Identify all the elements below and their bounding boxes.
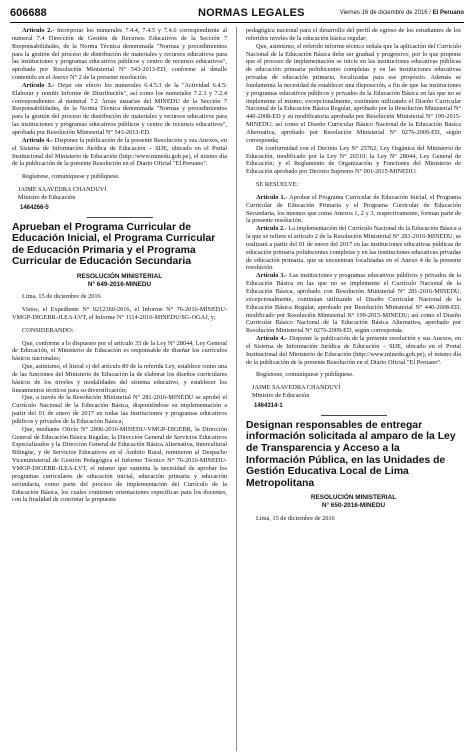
r-separator-rule [321,415,387,416]
article-3-lead: Artículo 3.- [22,81,55,89]
resolution-number: N° 649-2016-MINEDU [87,280,152,288]
article-3-text: Dejar sin efecto los numerales 6.4.5.3 de la "Actividad 6.4.5: Elaborar y remitir Informe de Distribución", así como los numerales 7.2.3 y 7.2.4 correspondientes al numeral 7.2 Áreas usuarias del MINEDU de la Sección 7 Responsabilidades, de la Norma Técnica denominada "Normas y procedimientos para la gestión del proceso de distribución de materiales y recursos educativos para las instituciones y programas educativos públicos y centro de recursos educativos", aprobada por Resolución Ministerial N° 543-2013-ED. [12,81,227,136]
r-article-2-text: La implementación del Currículo Nacional de la Educación Básica a la que se refiere el artículo 2 de la Resolución Ministerial N° 281-2016-MINEDU, se realizará a partir del 01 de enero del 2017 en las instituciones educativas públicas de educación primaria polidocentes completas y en las instituciones educativas privadas de educación primaria, que se encuentran focalizadas en el Anexo 4 de la presente resolución. [246,225,461,272]
header-date [340,8,464,18]
register-line: Regístrese, comuníquese y publíquese. [22,173,120,181]
r-article-2 [246,225,461,272]
r-article-4 [246,335,461,366]
publication-name: El Peruano [432,10,464,16]
r-article-4-lead: Artículo 4.- [256,335,288,343]
r-norm-title: Designan responsables de entregar información solicitada al amparo de la Ley de Transparencia y Acceso a la Información Pública, en las Unidades de Gestión Educativa Local de Lima Metropolitana [246,419,456,489]
r-signer-title: Ministro de Educación [252,392,310,400]
article-2-text: Incorporar los numerales 7.4.4, 7.4.5 y 7.4.6 correspondiente al numeral 7.4 Dirección de Gestión de Recursos Educativos de la Sección 7 Responsabilidades, de la Norma Técnica denominada "Normas y procedimientos para la gestión del proceso de distribución de materiales y recursos educativos para las instituciones y programas educativos públicos y centro de recursos educativos", aprobada por Resolución Ministerial N° 543-2013-ED, conforme al detalle contenido en el Anexo N° 2 de la presente resolución. [12,27,227,82]
r-signer-name: JAIME SAAVEDRA CHANDUVÍ [252,384,341,392]
continued-paragraph: pedagógica nacional para el desarrollo del perfil de egreso de los estudiantes de los referidos niveles de la educación básica regular; [246,27,461,42]
article-4-text: Disponer la publicación de la presente Resolución y sus Anexos, en el Sistema de Información Jurídica de Educación – SIJE, ubicado en el Portal Institucional del Ministerio de Educación (http://www.minedu.gob.pe), el mismo día de la publicación de la presente Resolución en el Diario Oficial "El Peruano". [12,136,227,168]
r-resolution-label: RESOLUCIÓN MINISTERIAL [310,494,397,502]
r-article-2-lead: Artículo 2.- [256,225,287,233]
legal-basis: De conformidad con el Decreto Ley N° 25762, Ley Orgánica del Ministerio de Educación, modificado por la Ley N° 26510; la Ley N° 28044, Ley General de Educación; y el Reglamento de Organización y Funciones del Ministerio de Educación aprobado por Decreto Supremo N° 001-2015-MINEDU; [246,144,461,176]
article-3 [12,82,227,137]
article-4 [12,137,227,168]
column-divider [236,27,237,751]
r-document-number: 1464314-1 [254,402,283,409]
left-column [12,27,227,751]
considerando-3: Que, a través de la Resolución Ministerial N° 281-2016-MINEDU se aprobó el Currículo Nacional de la Educación Básica, disponiéndose su implementación a partir del 01 de enero de 2017 en todas las instituciones y programas educativos públicos y privados de la Educación Básica; [12,394,227,425]
signer-name: JAIME SAAVEDRA CHANDUVÍ [18,186,107,194]
place-date: Lima, 15 de diciembre de 2016 [22,293,101,301]
considerando-4: Que, mediante Oficio N° 2896-2016-MINEDU-VMGP-DIGEBR, la Dirección General de Educación Básica Regular, la Dirección General de Servicios Educativos Especializados y la Dirección General de Educación Básica Alternativa, Intercultural Bilingüe, y de Servicios Educativos en el Ámbito Rural, remitieron al Despacho Viceministerial de Gestión Pedagógica el Informe Técnico N° 76-2016-MINEDU-VMGP-DIGEBR-JLEA-LVT, el mismo que sustenta la necesidad de aprobar los programas curriculares de educación inicial, educación primaria y educación secundaria, como parte del proceso de implementación del Currículo de la Educación Básica, los cuales contienen orientaciones específicas para los docentes, con la finalidad de concretar la propuesta [12,425,227,504]
r-article-3 [246,272,461,335]
article-2 [12,27,227,82]
r-article-1 [246,194,461,225]
considerando-2: Que, asimismo, el literal c) del artículo 80 de la referida Ley, establece como una de las funciones del Ministerio de Educación la de elaborar los diseños curriculares básicos de los niveles y modalidades del sistema educativo, y establecer los lineamientos técnicos para su diversificación; [12,363,227,394]
vistos: Vistos, el Expediente N° 0212360-2016, el Informe N° 76-2016-MINEDU-VMGP-DIGEBR-JLEA-LVT, el Informe N° 1114-2016-MINEDU/SG-OGAJ, y; [12,305,227,321]
considerando-5: Que, asimismo, el referido informe técnico señala que la aplicación del Currículo Nacional de la Educación Básica debe ser gradual y progresivo, por lo que propone que el proceso de implementación se inicie en las instituciones educativas públicas de educación primaria polidocentes completas y en las instituciones educativas privadas de educación primaria, focalizadas para ese propósito. Además se fundamenta la necesidad de establecer una disposición, a fin de que las instituciones y programas educativos públicos y privados de la Educación Básica en las que no se implemente el mismo, excepcionalmente, continúen utilizando el Diseño Curricular Nacional de la Educación Básica Regular, aprobado por la Resolución Ministerial N° 440-2008-ED y su modificatoria aprobada por Resolución Ministerial N° 199-2015-MINEDU; así como el Diseño Curricular Básico Nacional de la Educación Básica Alternativa, aprobado por Resolución Ministerial N° 0276-2009-ED, según corresponda; [246,42,461,144]
article-2-lead: Artículo 2.- [22,27,55,34]
date-text: Viernes 16 de diciembre de 2016 / [339,10,431,16]
page-number: 606688 [10,7,47,19]
r-article-3-text: Las instituciones y programas educativos públicos y privados de la Educación Básica en las que no se implemente el Currículo Nacional de la Educación Básica, aprobado con Resolución Ministerial N° 281-2016-MINEDU, excepcionalmente, continúan utilizando el Diseño Curricular Nacional de la Educación Básica Regular, aprobado por Resolución Ministerial N° 440-2008-ED, modificado por Resolución Ministerial N° 199-2015-MINEDU; así como el Diseño Curricular Básico Nacional de la Educación Básica Alternativa, aprobado por Resolución Ministerial N° 0276-2009-ED, según corresponda. [246,272,461,335]
r-article-1-lead: Artículo 1.- [256,193,288,201]
r-article-1-text: Aprobar el Programa Curricular de Educación Inicial, el Programa Curricular de Educación Primaria y el Programa Curricular de Educación Secundaria, los mismos que como Anexos 1, 2 y 3, respectivamente, forman parte de la presente resolución. [246,193,461,225]
section-title: NORMAS LEGALES [198,7,305,19]
norm-title: Aprueban el Programa Curricular de Educación Inicial, el Programa Curricular de Educación Primaria y el Programa Curricular de Educación Secundaria [12,221,216,268]
right-column [246,27,461,751]
r-register-line: Regístrese, comuníquese y publíquese. [256,371,354,379]
r-article-4-text: Disponer la publicación de la presente resolución y sus Anexos, en el Sistema de Información Jurídica de Educación – SIJE, ubicado en el Portal Institucional del Ministerio de Educación (http://www.minedu.gob.pe), el mismo día de la publicación de la presente Resolución en el Diario Oficial "El Peruano". [246,335,461,366]
separator-rule [87,217,153,218]
document-number: 1464266-5 [20,204,49,211]
r-article-3-lead: Artículo 3.- [256,272,288,280]
signer-title: Ministro de Educación [18,193,76,201]
page-header [10,6,464,23]
considerando-heading: CONSIDERANDO: [22,326,74,334]
r-place-date: Lima, 15 de diciembre de 2016 [256,514,335,522]
considerando-1: Que, conforme a lo dispuesto por el artículo 33 de la Ley N° 28044, Ley General de Educación, el Ministerio de Educación es responsable de diseñar los currículos básicos nacionales; [12,339,227,363]
r-resolution-number: N° 650-2016-MINEDU [321,501,386,509]
resolution-label: RESOLUCIÓN MINISTERIAL [76,272,163,280]
article-4-lead: Artículo 4.- [22,136,53,144]
resolves-heading: SE RESUELVE: [256,181,299,189]
